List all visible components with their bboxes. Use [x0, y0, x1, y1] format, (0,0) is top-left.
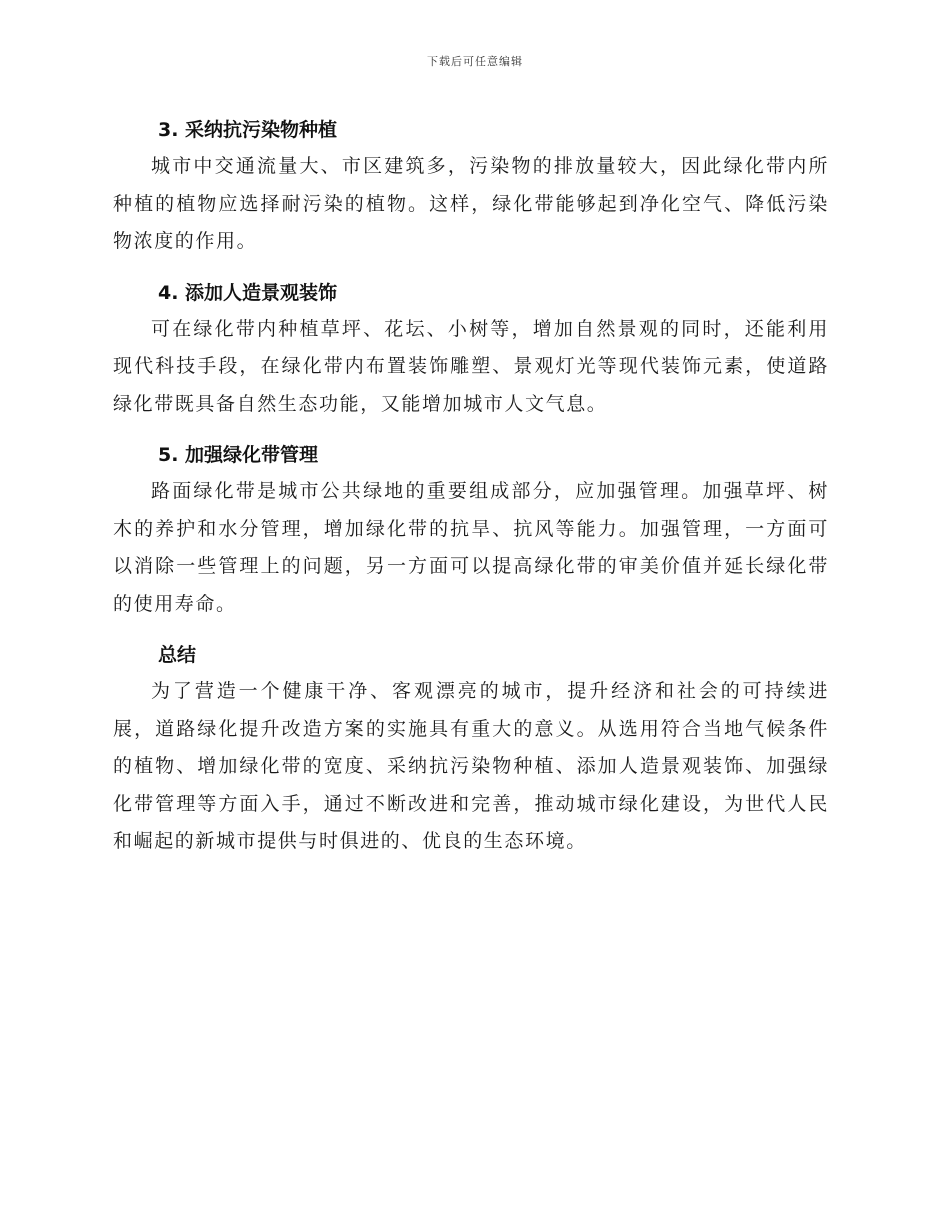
section-summary	[113, 637, 829, 861]
section-heading: 5. 加强绿化带管理	[158, 444, 319, 466]
section-paragraph: 可在绿化带内种植草坪、花坛、小树等，增加自然景观的同时，还能利用现代科技手段，在绿化带内布置装饰雕塑、景观灯光等现代装饰元素，使道路绿化带既具备自然生态功能，又能增加城市人文气息。	[113, 317, 829, 415]
page-header: 下载后可任意编辑	[427, 55, 523, 68]
section-heading: 总结	[158, 644, 197, 666]
section-heading: 3. 采纳抗污染物种植	[158, 119, 338, 141]
section-paragraph: 城市中交通流量大、市区建筑多，污染物的排放量较大，因此绿化带内所种植的植物应选择耐污染的植物。这样，绿化带能够起到净化空气、降低污染物浓度的作用。	[113, 155, 829, 252]
section-greenbelt-management	[113, 437, 829, 623]
section-pollution-resistant-planting	[113, 112, 829, 261]
section-artificial-landscape	[113, 275, 829, 424]
document-body	[113, 112, 829, 875]
section-heading: 4. 添加人造景观装饰	[158, 281, 338, 304]
section-paragraph: 为了营造一个健康干净、客观漂亮的城市，提升经济和社会的可持续进展，道路绿化提升改造方案的实施具有重大的意义。从选用符合当地气候条件的植物、增加绿化带的宽度、采纳抗污染物种植、添加人造景观装饰、加强绿化带管理等方面入手，通过不断改进和完善，推动城市绿化建设，为世代人民和崛起的新城市提供与时俱进的、优良的生态环境。	[113, 680, 829, 852]
section-paragraph: 路面绿化带是城市公共绿地的重要组成部分，应加强管理。加强草坪、树木的养护和水分管理，增加绿化带的抗旱、抗风等能力。加强管理，一方面可以消除一些管理上的问题，另一方面可以提高绿化带的审美价值并延长绿化带的使用寿命。	[113, 480, 829, 615]
